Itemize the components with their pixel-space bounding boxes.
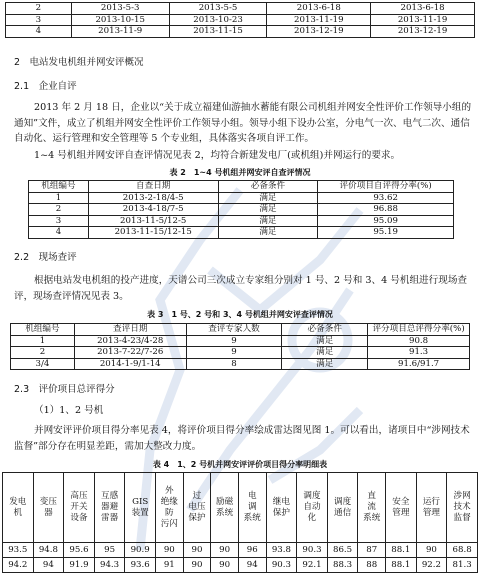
table-cell: 92.2 xyxy=(416,558,447,573)
table-row xyxy=(3,543,478,558)
header-line: 发电 xyxy=(9,496,27,507)
table-cell: 2013-10-15 xyxy=(71,14,169,26)
header-line: 励磁 xyxy=(216,496,234,507)
table-cell: 94.3 xyxy=(94,558,125,573)
column-header xyxy=(358,473,386,543)
column-header xyxy=(386,473,417,543)
table-row xyxy=(6,14,475,26)
header-line: 运行 xyxy=(422,496,441,507)
table-cell: 2013-11-5/12-5 xyxy=(88,215,218,227)
table-cell: 95.19 xyxy=(318,227,454,239)
table-cell: 2013-5-5 xyxy=(169,3,267,15)
column-header xyxy=(297,473,328,543)
table-cell: 94.8 xyxy=(33,543,64,558)
header-line: 变压 xyxy=(39,496,57,507)
table-cell: 2013-4-23/4-28 xyxy=(74,335,186,347)
table-row xyxy=(29,192,454,204)
table-cell: 93.5 xyxy=(3,543,34,558)
header-line: 装置 xyxy=(131,507,149,518)
table-cell: 2 xyxy=(6,3,72,15)
column-header: 查评专家人数 xyxy=(186,324,282,336)
table-cell: 9 xyxy=(186,347,282,359)
header-line: 保护 xyxy=(272,507,290,518)
schedule-table xyxy=(5,2,475,38)
table-cell: 2013-4-18/7-5 xyxy=(88,204,218,216)
table-cell: 90 xyxy=(183,558,211,573)
header-line: 调度 xyxy=(303,491,321,501)
table-cell: 满足 xyxy=(218,215,318,227)
table-cell: 2013-2-18/4-5 xyxy=(88,192,218,204)
header-line: 继电 xyxy=(272,496,290,507)
header-line: 保护 xyxy=(188,513,206,523)
table-cell: 3 xyxy=(6,14,72,26)
header-line: 防 xyxy=(164,507,174,518)
header-line: 绝缘 xyxy=(160,496,178,507)
header-line: 通信 xyxy=(333,507,352,518)
header-line: 系统 xyxy=(363,513,381,523)
column-header xyxy=(125,473,156,543)
table-cell: 95 xyxy=(94,543,125,558)
table-cell: 90 xyxy=(211,543,239,558)
table-cell: 2013-12-19 xyxy=(267,26,371,38)
header-line: 互感 xyxy=(100,491,119,501)
table-cell: 90.8 xyxy=(368,335,470,347)
table-row xyxy=(29,204,454,216)
header-line: 电 xyxy=(247,491,257,501)
table-cell: 满足 xyxy=(282,335,368,347)
table-cell: 81.3 xyxy=(447,558,478,573)
table-cell: 95.6 xyxy=(64,543,95,558)
header-line: 自动 xyxy=(303,502,321,512)
table-cell: 2013-7-22/7-26 xyxy=(74,347,186,359)
table-cell: 4 xyxy=(29,227,89,239)
table-row xyxy=(11,358,470,370)
table-cell: 68.8 xyxy=(447,543,478,558)
column-header xyxy=(94,473,125,543)
table-cell: 2013-6-18 xyxy=(267,3,371,15)
table-cell: 2014-1-9/1-14 xyxy=(74,358,186,370)
table-cell: 2013-11-9 xyxy=(71,26,169,38)
table-cell: 2013-11-15 xyxy=(169,26,267,38)
table-cell: 90.3 xyxy=(266,558,297,573)
table-cell: 94 xyxy=(33,558,64,573)
section-2-3-heading: 2.3 评价项目总评得分 xyxy=(14,384,115,395)
header-line: 监督 xyxy=(453,513,471,523)
header-line: 器 xyxy=(44,507,53,518)
table-row xyxy=(6,26,475,38)
column-header xyxy=(3,473,34,543)
table-cell: 满足 xyxy=(218,227,318,239)
table-cell: 3 xyxy=(29,215,89,227)
table-cell: 90 xyxy=(183,543,211,558)
table-cell: 91.9 xyxy=(64,558,95,573)
table-cell: 91.3 xyxy=(368,347,470,359)
table-cell: 4 xyxy=(6,26,72,38)
column-header xyxy=(64,473,95,543)
header-line: 电压 xyxy=(188,502,206,512)
table-cell: 92.1 xyxy=(297,558,328,573)
column-header xyxy=(327,473,358,543)
header-line: 器避 xyxy=(100,502,119,512)
section-2-3-paragraph: 并网安评评价项目得分率见表 4，将评价项目得分率绘成雷达图见图 1。可以看出，诸项目中“涉网技术监督”部分存在明显差距，需加大整改力度。 xyxy=(14,425,470,452)
table-4 xyxy=(2,472,478,573)
table-cell: 93.62 xyxy=(318,192,454,204)
table-cell: 1 xyxy=(11,335,75,347)
table-header-row xyxy=(29,181,454,193)
table-cell: 91.6/91.7 xyxy=(368,358,470,370)
table-cell: 90.3 xyxy=(297,543,328,558)
table-cell: 满足 xyxy=(282,358,368,370)
table-cell: 91 xyxy=(155,558,183,573)
table-4-caption: 表 4 1、2 号机并网安评评价项目得分率明细表 xyxy=(152,460,328,469)
table-row xyxy=(3,558,478,573)
table-3-caption: 表 3 1 号、2 号和 3、4 号机组并网安评查评情况 xyxy=(147,310,333,319)
section-2-2-paragraph: 根据电站发电机组的投产进度，天谱公司三次成立专家组分别对 1 号、2 号和 3、4 号机组进行现场查评，现场查评情况见表 3。 xyxy=(14,275,468,302)
header-line: 系统 xyxy=(216,507,234,518)
table-cell: 88.3 xyxy=(327,558,358,573)
table-cell: 96.88 xyxy=(318,204,454,216)
column-header xyxy=(447,473,478,543)
column-header xyxy=(211,473,239,543)
table-header-row xyxy=(3,473,478,543)
table-cell: 8 xyxy=(186,358,282,370)
table-cell: 95.09 xyxy=(318,215,454,227)
header-line: 系统 xyxy=(243,513,261,523)
header-line: GIS xyxy=(132,496,149,507)
table-cell: 2013-6-18 xyxy=(371,3,475,15)
header-line: 雷器 xyxy=(100,513,119,523)
table-cell: 90 xyxy=(211,558,239,573)
header-line: 直 xyxy=(367,491,376,501)
table-cell: 90.9 xyxy=(125,543,156,558)
header-line: 外 xyxy=(164,485,174,496)
table-cell: 2013-11-19 xyxy=(371,14,475,26)
column-header: 查评日期 xyxy=(74,324,186,336)
table-cell: 93.8 xyxy=(266,543,297,558)
column-header xyxy=(33,473,64,543)
table-cell: 96 xyxy=(238,543,266,558)
table-cell: 94.2 xyxy=(3,558,34,573)
column-header xyxy=(155,473,183,543)
header-line: 管理 xyxy=(392,507,410,518)
header-line: 开关 xyxy=(70,502,88,512)
table-row xyxy=(29,227,454,239)
table-cell: 94 xyxy=(238,558,266,573)
header-line: 管理 xyxy=(422,507,441,518)
table-3 xyxy=(10,323,470,370)
header-line: 调 xyxy=(247,502,257,512)
column-header: 必备条件 xyxy=(282,324,368,336)
column-header xyxy=(266,473,297,543)
table-cell: 86.5 xyxy=(327,543,358,558)
section-2-1-paragraph-1: 2013 年 2 月 18 日，企业以“关于成立福建仙游抽水蓄能有限公司机组并网安全性评价工作领导小组的通知”文件，成立了机组并网安全性评价工作领导小组。领导小组下设办公室，分电气一次、电气二次、通信自动化、运行管理和安全管理等 5 个专业组，具体落实各项自评工作。 xyxy=(14,102,472,144)
column-header: 机组编号 xyxy=(29,181,89,193)
section-2-1-heading: 2.1 企业自评 xyxy=(14,81,77,92)
header-line: 安全 xyxy=(392,496,410,507)
header-line: 过 xyxy=(192,491,202,501)
table-cell: 满足 xyxy=(218,204,318,216)
column-header xyxy=(238,473,266,543)
table-cell: 90 xyxy=(155,543,183,558)
table-cell: 3/4 xyxy=(11,358,75,370)
header-line: 化 xyxy=(307,513,317,523)
table-header-row xyxy=(11,324,470,336)
table-2-caption: 表 2 1~4 号机组并网安评自查评情况 xyxy=(169,168,311,177)
table-cell: 87 xyxy=(358,543,386,558)
section-2-heading: 2 电站发电机组并网安评概况 xyxy=(14,57,144,68)
table-2 xyxy=(28,180,454,239)
table-cell: 9 xyxy=(186,335,282,347)
table-cell: 2013-11-15/12-15 xyxy=(88,227,218,239)
header-line: 技术 xyxy=(453,502,471,512)
table-row xyxy=(29,215,454,227)
table-cell: 1 xyxy=(29,192,89,204)
header-line: 涉网 xyxy=(453,491,471,501)
table-cell: 2013-11-19 xyxy=(267,14,371,26)
column-header: 机组编号 xyxy=(11,324,75,336)
section-2-2-heading: 2.2 现场查评 xyxy=(14,252,77,263)
table-cell: 2 xyxy=(11,347,75,359)
table-cell: 满足 xyxy=(282,347,368,359)
table-row xyxy=(6,3,475,15)
table-cell: 90 xyxy=(416,543,447,558)
table-cell: 2013-5-3 xyxy=(71,3,169,15)
header-line: 流 xyxy=(367,502,376,512)
table-cell: 88 xyxy=(358,558,386,573)
header-line: 高压 xyxy=(70,491,88,501)
table-cell: 满足 xyxy=(218,192,318,204)
column-header: 评价项目自评得分率(%) xyxy=(318,181,454,193)
section-2-1-paragraph-2: 1~4 号机组并网安评自查评情况见表 2，均符合新建发电厂(或机组)并网运行的要求。 xyxy=(34,150,401,161)
table-cell: 88.1 xyxy=(386,543,417,558)
table-cell: 93.6 xyxy=(125,558,156,573)
header-line: 污闪 xyxy=(160,518,178,529)
table-row xyxy=(11,335,470,347)
header-line: 设备 xyxy=(70,513,88,523)
section-2-3-subheading: （1）1、2 号机 xyxy=(34,405,104,416)
column-header xyxy=(416,473,447,543)
header-line: 机 xyxy=(13,507,23,518)
header-line: 调度 xyxy=(333,496,352,507)
column-header: 自查日期 xyxy=(88,181,218,193)
table-cell: 2 xyxy=(29,204,89,216)
table-cell: 88.1 xyxy=(386,558,417,573)
column-header: 评分项目总评得分率(%) xyxy=(368,324,470,336)
table-cell: 2013-12-19 xyxy=(371,26,475,38)
table-row xyxy=(11,347,470,359)
column-header: 必备条件 xyxy=(218,181,318,193)
column-header xyxy=(183,473,211,543)
table-cell: 2013-10-23 xyxy=(169,14,267,26)
